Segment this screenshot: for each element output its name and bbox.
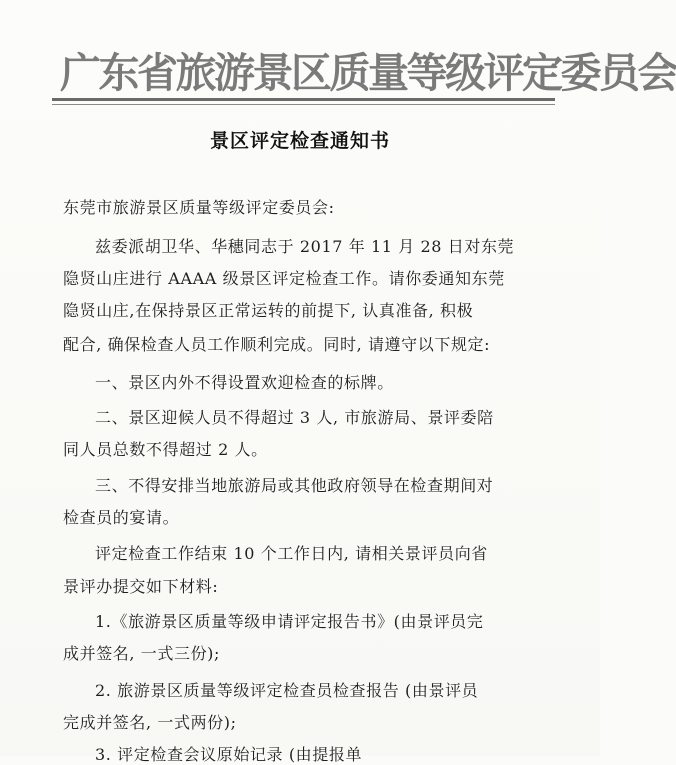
- material-item-1-cont: 成并签名, 一式三份);: [63, 644, 221, 663]
- letterhead-rule-thick: [52, 98, 555, 101]
- paragraph-line: 配合, 确保检查人员工作顺利完成。同时, 请遵守以下规定:: [63, 335, 491, 354]
- paragraph-line: 隐贤山庄,在保持景区正常运转的前提下, 认真准备, 积极: [63, 301, 474, 320]
- material-item-2: 2. 旅游景区质量等级评定检查员检查报告 (由景评员: [95, 681, 479, 700]
- letterhead-title: 广东省旅游景区质量等级评定委员会: [60, 49, 676, 97]
- material-item-3-partial: 3. 评定检查会议原始记录 (由提报单: [95, 745, 363, 764]
- material-item-1: 1.《旅游景区质量等级申请评定报告书》(由景评员完: [95, 612, 484, 631]
- rule-item-2: 二、景区迎候人员不得超过 3 人, 市旅游局、景评委陪: [95, 408, 494, 427]
- rule-item-3: 三、不得安排当地旅游局或其他政府领导在检查期间对: [95, 476, 494, 495]
- rule-item-1: 一、景区内外不得设置欢迎检查的标牌。: [95, 373, 394, 392]
- notice-title: 景区评定检查通知书: [209, 130, 390, 152]
- materials-intro: 评定检查工作结束 10 个工作日内, 请相关景评员向省: [95, 544, 488, 563]
- paragraph-line: 隐贤山庄进行 AAAA 级景区评定检查工作。请你委通知东莞: [63, 269, 505, 288]
- letterhead-rule-thin: [52, 104, 555, 105]
- materials-intro-cont: 景评办提交如下材料:: [63, 577, 219, 596]
- paragraph-line: 兹委派胡卫华、华穗同志于 2017 年 11 月 28 日对东莞: [95, 237, 515, 256]
- rule-item-3-cont: 检查员的宴请。: [63, 508, 180, 527]
- addressee-line: 东莞市旅游景区质量等级评定委员会:: [63, 198, 335, 217]
- material-item-2-cont: 完成并签名, 一式两份);: [63, 713, 237, 732]
- rule-item-2-cont: 同人员总数不得超过 2 人。: [63, 440, 268, 459]
